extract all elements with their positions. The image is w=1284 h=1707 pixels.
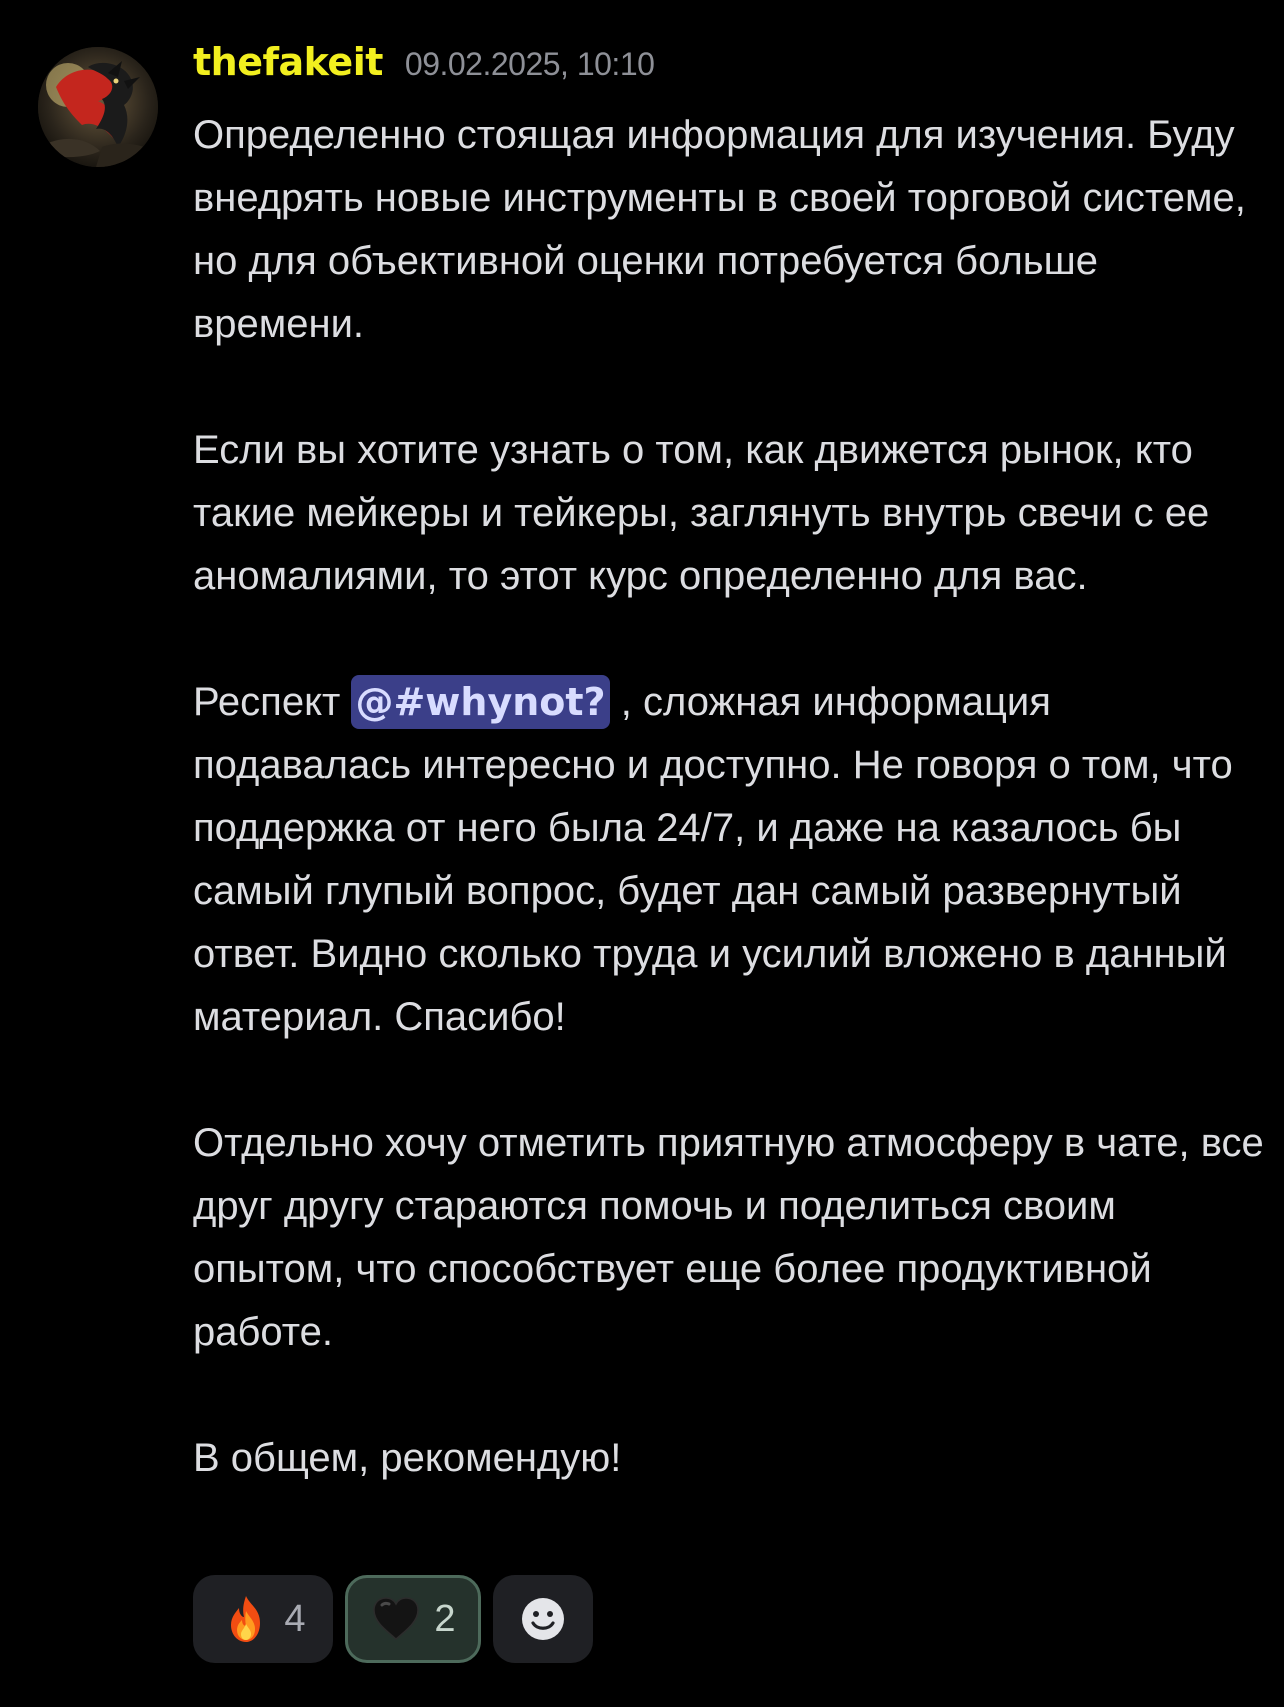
dragon-avatar-icon bbox=[38, 47, 158, 167]
message-body bbox=[193, 104, 1273, 1490]
add-reaction-smiley-icon bbox=[517, 1593, 569, 1645]
black-heart-icon bbox=[370, 1593, 422, 1645]
user-avatar[interactable] bbox=[38, 47, 158, 167]
reaction-count: 2 bbox=[434, 1597, 456, 1640]
message-paragraph-mention bbox=[193, 671, 1273, 1049]
message-paragraph: В общем, рекомендую! bbox=[193, 1436, 622, 1480]
reaction-count: 4 bbox=[284, 1597, 306, 1640]
username[interactable]: thefakeit bbox=[193, 40, 383, 84]
add-reaction-button[interactable] bbox=[493, 1575, 593, 1663]
mention-prefix-text: Респект bbox=[193, 680, 352, 724]
reaction-fire[interactable] bbox=[193, 1575, 333, 1663]
fire-icon bbox=[220, 1593, 272, 1645]
message-header bbox=[193, 40, 654, 100]
reaction-black-heart[interactable] bbox=[345, 1575, 481, 1663]
mention-suffix-text: , сложная информация подавалась интересно и доступно. Не говоря о том, что поддержка от него была 24/7, и даже на казалось бы самый глупый вопрос, будет дан самый развернутый ответ. Видно сколько труда и усилий вложено в данный материал. Спасибо! bbox=[193, 680, 1233, 1039]
reactions-bar bbox=[193, 1575, 593, 1663]
message-paragraph: Определенно стоящая информация для изучения. Буду внедрять новые инструменты в своей торговой системе, но для объективной оценки потребуется больше времени. bbox=[193, 113, 1246, 346]
message-paragraph: Отдельно хочу отметить приятную атмосферу в чате, все друг другу стараются помочь и поделиться своим опытом, что способствует еще более продуктивной работе. bbox=[193, 1121, 1264, 1354]
message-timestamp: 09.02.2025, 10:10 bbox=[404, 46, 655, 82]
message-paragraph: Если вы хотите узнать о том, как движется рынок, кто такие мейкеры и тейкеры, заглянуть внутрь свечи с ее аномалиями, то этот курс определенно для вас. bbox=[193, 428, 1210, 598]
user-mention[interactable]: @#whynot? bbox=[351, 675, 609, 729]
